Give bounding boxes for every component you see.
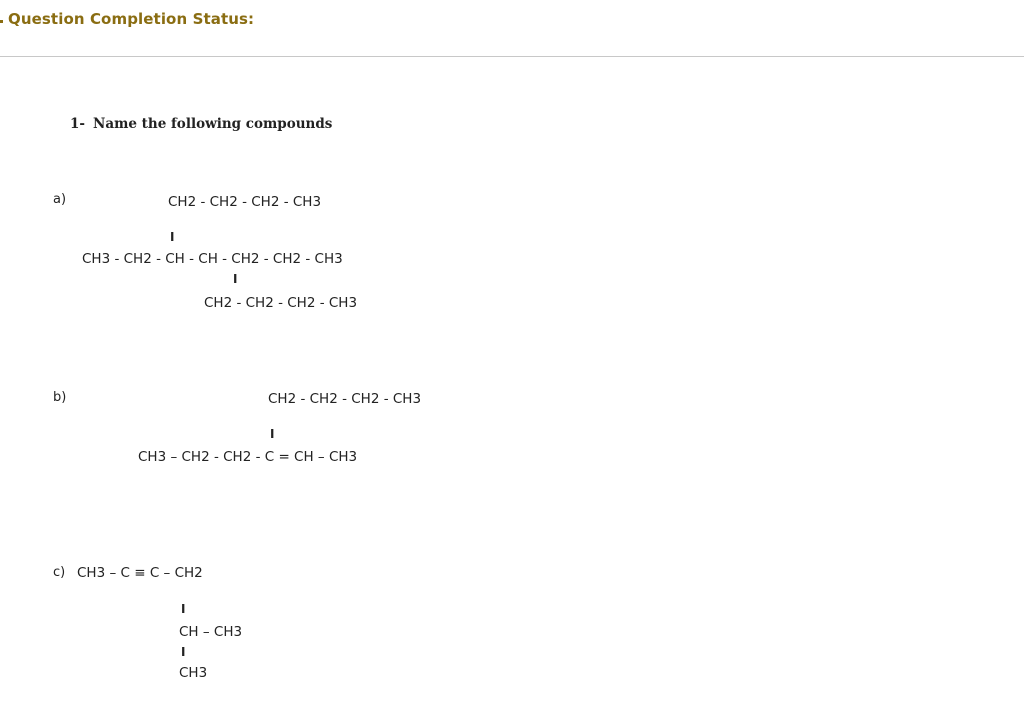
compound-a-top-chain: CH2 - CH2 - CH2 - CH3 <box>168 194 322 210</box>
compound-c-branch-1: CH – CH3 <box>179 624 243 640</box>
compound-a-bond-top: I <box>170 230 175 244</box>
compound-a-main-chain: CH3 - CH2 - CH - CH - CH2 - CH2 - CH3 <box>82 251 343 267</box>
divider <box>0 56 1024 57</box>
question-completion-status-title: Question Completion Status: <box>8 10 255 28</box>
compound-a-bottom-chain: CH2 - CH2 - CH2 - CH3 <box>204 295 358 311</box>
question-prompt <box>70 116 332 132</box>
compound-b-main-chain: CH3 – CH2 - CH2 - C = CH – CH3 <box>138 449 358 465</box>
compound-b-bond: I <box>270 427 275 441</box>
bullet-icon <box>0 20 3 23</box>
compound-a-label: a) <box>53 192 67 207</box>
compound-b-top-chain: CH2 - CH2 - CH2 - CH3 <box>268 391 422 407</box>
header <box>0 0 1024 56</box>
compound-c-main-chain: CH3 – C ≡ C – CH2 <box>77 565 203 581</box>
compound-c-bond-2: I <box>181 645 186 659</box>
question-number: 1- <box>70 116 85 132</box>
compound-c-branch-2: CH3 <box>179 665 208 681</box>
compound-b-label: b) <box>53 390 67 405</box>
compound-c-label: c) <box>53 565 66 580</box>
compound-c-bond-1: I <box>181 602 186 616</box>
compound-a-bond-bottom: I <box>233 272 238 286</box>
question-text: Name the following compounds <box>93 116 333 132</box>
